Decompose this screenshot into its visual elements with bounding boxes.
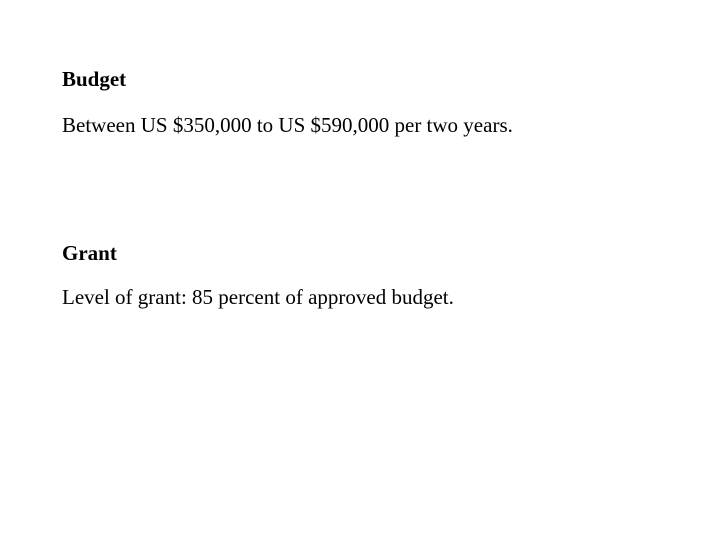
budget-description: Between US $350,000 to US $590,000 per two years. (62, 113, 513, 137)
budget-heading: Budget (62, 67, 127, 91)
grant-description: Level of grant: 85 percent of approved budget. (62, 285, 454, 309)
grant-heading: Grant (62, 241, 117, 265)
